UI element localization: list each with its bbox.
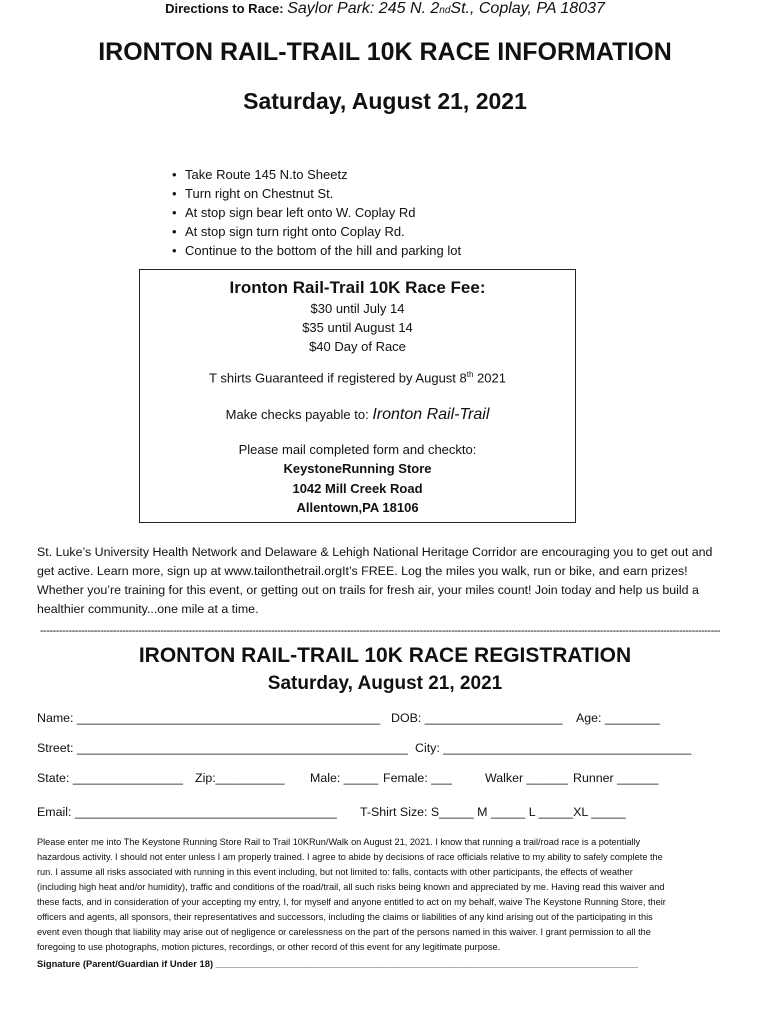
promo-line: Whether you’re training for this event, or getting out on trails for fresh air, your miles count! Join today and help us build a (37, 583, 699, 597)
registration-date: Saturday, August 21, 2021 (267, 673, 503, 694)
checks-label: Make checks payable to: (225, 407, 369, 422)
mail-label: Please mail completed form and checkto: (238, 442, 477, 457)
store-city: Allentown,PA 18106 (296, 500, 419, 515)
directions-place: Saylor Park: 245 N. 2 (287, 0, 440, 17)
street-field[interactable]: Street: ________________________________________________ (37, 741, 408, 755)
waiver-line: run. I assume all risks associated with running in this event including, but not limited to: falls, contacts with other participants, the effects of weather (37, 867, 633, 877)
promo-paragraph (37, 543, 737, 619)
directions-label: Directions to Race: (165, 1, 284, 16)
waiver-line: these facts, and in consideration of your accepting my entry, I, for myself and anyone entitled to act on my behalf, waive The Keystone Running Store, their (37, 897, 666, 907)
age-field[interactable]: Age: ________ (576, 711, 661, 725)
waiver-line: event even though that liability may arise out of negligence or carelessness on the part of the persons named in this waiver. I grant permission to all the (37, 927, 651, 937)
fee-box (139, 269, 576, 523)
form-row-street (37, 741, 737, 759)
promo-line: St. Luke’s University Health Network and Delaware & Lehigh National Heritage Corridor are encouraging you to get out and (37, 545, 713, 559)
female-field[interactable]: Female: ___ (383, 771, 452, 785)
promo-line: get active. Learn more, sign up at www.tailonthetrail.orgIt’s FREE. Log the miles you walk, run or bike, and earn prizes! (37, 564, 688, 578)
list-item: • Continue to the bottom of the hill and parking lot (172, 241, 461, 260)
form-row-email (37, 805, 737, 823)
tshirt-note-b: 2021 (473, 370, 506, 386)
city-field[interactable]: City: ____________________________________ (415, 741, 692, 755)
name-field[interactable]: Name: ____________________________________________ (37, 711, 381, 725)
waiver-text (37, 835, 737, 955)
walker-field[interactable]: Walker ______ (485, 771, 568, 785)
waiver-line: Please enter me into The Keystone Running Store Rail to Trail 10KRun/Walk on August 21, 2021. I know that running a trail/road race is a potentially (37, 837, 641, 847)
fee-title: Ironton Rail-Trail 10K Race Fee: (229, 278, 486, 297)
list-item: • At stop sign bear left onto W. Coplay Rd (172, 203, 461, 222)
tshirt-note (140, 370, 575, 385)
registration-title: IRONTON RAIL-TRAIL 10K RACE REGISTRATION (138, 644, 632, 667)
form-row-state (37, 771, 737, 789)
directions-rest: St., Coplay, PA 18037 (450, 0, 605, 17)
list-item: • Turn right on Chestnut St. (172, 184, 461, 203)
waiver-line: (including high heat and/or humidity), traffic and conditions of the road/trail, all such risks being known and appreciated by me. Having read this waiver and (37, 882, 665, 892)
store-name: KeystoneRunning Store (283, 461, 432, 476)
checks-line (140, 406, 575, 424)
tshirt-note-a: T shirts Guaranteed if registered by August 8 (209, 370, 467, 386)
runner-field[interactable]: Runner ______ (573, 771, 659, 785)
waiver-line: foregoing to use photographs, motion pictures, recordings, or other record of this event for any legitimate purpose. (37, 942, 501, 952)
tshirt-size-field[interactable]: T-Shirt Size: S_____ M _____ L _____XL _____ (360, 805, 626, 819)
cut-line-divider: ----------------------------------------------------------------------------------------------------------------------------------------------------------------------------------------------------------------------- (40, 625, 721, 637)
list-item: • At stop sign turn right onto Coplay Rd. (172, 222, 461, 241)
promo-line: healthier community...one mile at a time. (37, 602, 259, 616)
page-title: IRONTON RAIL-TRAIL 10K RACE INFORMATION (98, 38, 672, 66)
male-field[interactable]: Male: _____ (310, 771, 379, 785)
directions-sup: nd (439, 5, 451, 16)
zip-field[interactable]: Zip:__________ (195, 771, 285, 785)
fee-price: $40 Day of Race (309, 339, 406, 354)
dob-field[interactable]: DOB: ____________________ (391, 711, 563, 725)
directions-steps (172, 165, 461, 260)
email-field[interactable]: Email: ______________________________________ (37, 805, 337, 819)
store-street: 1042 Mill Creek Road (292, 481, 423, 496)
fee-price: $35 until August 14 (302, 320, 413, 335)
tshirt-note-sup: th (466, 370, 474, 379)
fee-price: $30 until July 14 (310, 301, 405, 316)
waiver-line: hazardous activity. I should not enter unless I am properly trained. I agree to abide by decisions of race officials relative to my ability to safely complete the (37, 852, 663, 862)
checks-payee: Ironton Rail-Trail (372, 406, 490, 423)
waiver-line: officers and agents, all sponsors, their representatives and successors, including the claims or liabilities of any kind arising out of the participating in this (37, 912, 653, 922)
form-row-name (37, 711, 737, 729)
signature-line[interactable]: Signature (Parent/Guardian if Under 18) _________________________________________________________________________________ (37, 958, 639, 969)
race-date: Saturday, August 21, 2021 (243, 88, 527, 114)
state-field[interactable]: State: ________________ (37, 771, 184, 785)
directions-line (0, 0, 770, 18)
list-item: • Take Route 145 N.to Sheetz (172, 165, 461, 184)
